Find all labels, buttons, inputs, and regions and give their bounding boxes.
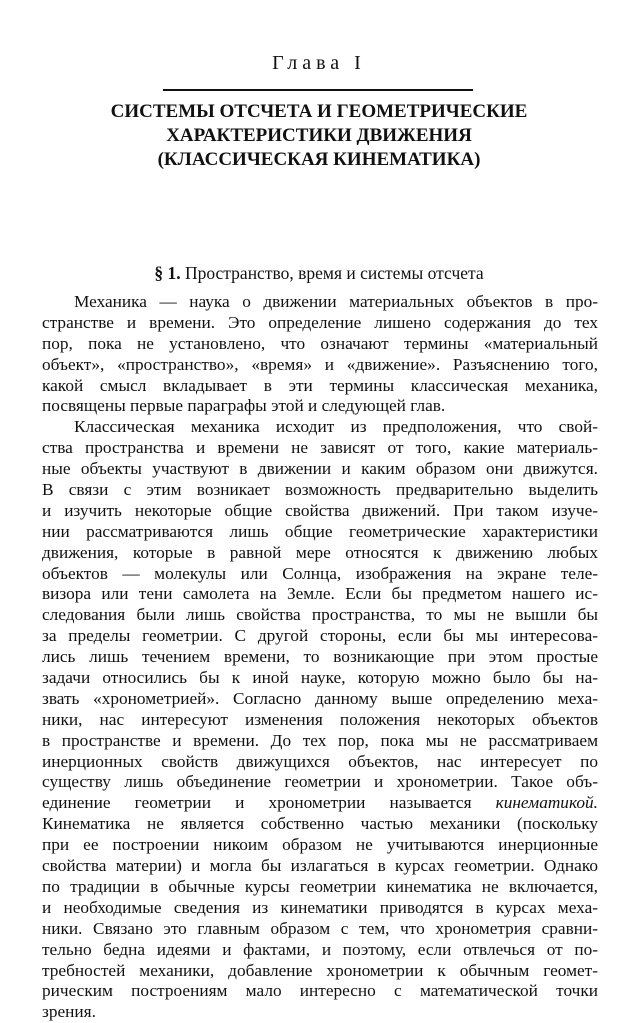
text-line: странстве и времени. Это определение лишено содержания до тех (42, 312, 598, 332)
chapter-heading: Глава I (272, 52, 366, 74)
text-line: объектов — молекулы или Солнца, изображения на экране теле- (42, 563, 598, 583)
text-line: задачи относились бы к иной науке, которую можно было бы на- (42, 668, 598, 688)
text-line: визора или тени самолета на Земле. Если бы предметом нашего ис- (42, 584, 598, 604)
text-line: Классическая механика исходит из предположения, что свой- (74, 417, 598, 437)
text-line: В связи с этим возникает возможность предварительно выделить (42, 480, 598, 500)
text-line: рическим построениям мало интересно с математической точки (42, 981, 598, 1001)
text-line: существу лишь объединение геометрии и хронометрии. Такое объ- (42, 772, 598, 792)
text-line: тельно бедна идеями и фактами, и поэтому, если отвлечься от по- (42, 939, 598, 959)
text-line: зрения. (42, 1002, 96, 1022)
chapter-title-line: СИСТЕМЫ ОТСЧЕТА И ГЕОМЕТРИЧЕСКИЕ (110, 101, 528, 122)
section-heading (0, 263, 638, 284)
text-line: пор, пока не установлено, что означают термины «материальный (42, 333, 598, 353)
section-title: Пространство, время и системы отсчета (184, 263, 484, 283)
text-line: свойства материи) и могла бы излагаться в курсах геометрии. Однако (42, 856, 598, 876)
section-number: § 1. (154, 263, 181, 283)
emphasized-term: кинематикой. (495, 793, 598, 813)
heading-rule (163, 89, 473, 91)
text-line: следования были лишь свойства пространства, то мы не вышли бы (42, 605, 598, 625)
text-line: требностей механики, добавление хронометрии к обычным геомет- (42, 960, 598, 980)
text-line: звать «хронометрией». Согласно данному выше определению меха- (42, 688, 598, 708)
text-line: и изучить некоторые общие свойства движений. При таком изуче- (42, 500, 598, 520)
text-line: нии рассматриваются лишь общие геометрические характеристики (42, 521, 598, 541)
chapter-title (0, 100, 638, 172)
text-line: Механика — наука о движении материальных объектов в про- (74, 292, 598, 311)
text-line: ные объекты участвуют в движении и каким образом они движутся. (42, 459, 598, 479)
text-line: при ее построении никоим образом не учитываются инерционные (42, 835, 598, 855)
chapter-title-line: (КЛАССИЧЕСКАЯ КИНЕМАТИКА) (157, 149, 481, 170)
text-line: движения, которые в равной мере относятся к движению любых (42, 542, 598, 562)
body-text (42, 292, 598, 1023)
text-line: ники. Связано это главным образом с тем, что хронометрия сравни- (42, 918, 598, 938)
text-line: за пределы геометрии. С другой стороны, если бы мы интересова- (42, 626, 598, 646)
text-line: ники, нас интересуют изменения положения некоторых объектов (42, 709, 598, 729)
text-line: лись лишь течением времени, то возникающие при этом простые (42, 647, 598, 667)
text-line: какой смысл вкладывает в эти термины классическая механика, (42, 375, 598, 395)
text-line: по традиции в обычные курсы геометрии кинематика не включается, (42, 876, 598, 896)
text-line-part: единение геометрии и хронометрии называется (42, 793, 472, 813)
text-line-with-term (42, 793, 598, 814)
text-line: в пространстве и времени. До тех пор, пока мы не рассматриваем (42, 730, 598, 750)
text-line: инерционных свойств движущихся объектов, нас интересует по (42, 751, 598, 771)
text-line: и необходимые сведения из кинематики приводятся в курсах меха- (42, 897, 598, 917)
text-line: ства пространства и времени не зависят от того, какие материаль- (42, 438, 598, 458)
text-line: посвящены первые параграфы этой и следующей глав. (42, 396, 446, 416)
text-line: объект», «пространство», «время» и «движение». Разъяснению того, (42, 354, 598, 374)
text-line: Кинематика не является собственно частью механики (поскольку (42, 814, 598, 834)
chapter-title-line: ХАРАКТЕРИСТИКИ ДВИЖЕНИЯ (166, 125, 472, 146)
